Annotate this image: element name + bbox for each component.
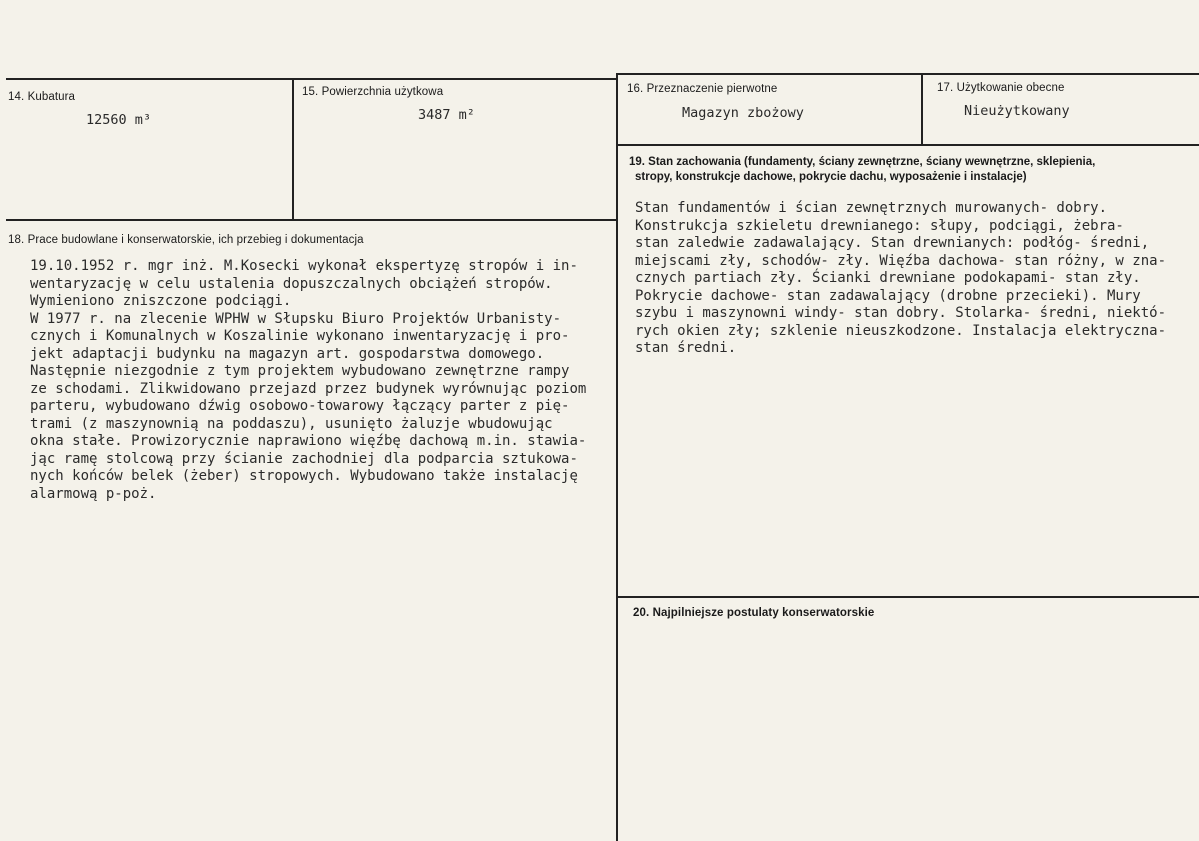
powierzchnia-value: 3487 m²: [418, 107, 475, 123]
stan-label: [629, 155, 1095, 185]
stan-line: Stan fundamentów i ścian zewnętrznych murowanych- dobry.: [635, 200, 1108, 216]
stan-line: stan zaledwie zadawalający. Stan drewnianych: podłóg- średni,: [635, 235, 1150, 251]
top-rule-left: [6, 78, 616, 80]
rule-below-14-15: [6, 219, 617, 221]
divider-main: [616, 73, 618, 841]
prace-line: 19.10.1952 r. mgr inż. M.Kosecki wykonał ekspertyzę stropów i in-: [30, 258, 578, 274]
prace-label: 18. Prace budowlane i konserwatorskie, ich przebieg i dokumentacja: [8, 234, 364, 246]
prace-line: trami (z maszynownią na poddaszu), usunięto żaluzje wbudowując: [30, 415, 553, 432]
divider-16-17: [921, 73, 923, 144]
prace-line: Wymieniono zniszczone podciągi.: [30, 293, 292, 309]
prace-line: okna stałe. Prowizorycznie naprawiono więźbę dachową m.in. stawia-: [30, 433, 587, 449]
prace-line: nych końców belek (żeber) stropowych. Wybudowano także instalację: [30, 468, 578, 484]
stan-line: miejscami zły, schodów- zły. Więźba dachowa- stan różny, w zna-: [635, 252, 1167, 269]
stan-text: [635, 200, 1166, 358]
stan-line: rych okien zły; szklenie nieuszkodzone. Instalacja elektryczna-: [635, 322, 1167, 339]
prace-line: ze schodami. Zlikwidowano przejazd przez budynek wyrównując poziom: [30, 380, 587, 397]
prace-line: jąc ramę stolcową przy ścianie zachodniej dla podparcia sztukowa-: [30, 450, 578, 467]
rule-below-16-17: [617, 144, 1199, 146]
prace-line: cznych i Komunalnych w Koszalinie wykonano inwentaryzację i pro-: [30, 328, 570, 344]
divider-14-15: [292, 79, 294, 220]
stan-line: Konstrukcja szkieletu drewnianego: słupy, podciągi, żebra-: [635, 217, 1124, 234]
prace-line: wentaryzację w celu ustalenia dopuszczalnych obciążeń stropów.: [30, 275, 553, 292]
prace-line: W 1977 r. na zlecenie WPHW w Słupsku Biuro Projektów Urbanisty-: [30, 310, 562, 327]
kubatura-value: 12560 m³: [86, 112, 152, 128]
prace-line: alarmową p-poż.: [30, 485, 157, 502]
uzytkowanie-value: Nieużytkowany: [964, 103, 1070, 119]
stan-line: szybu i maszynowni windy- stan dobry. Stolarka- średni, niektó-: [635, 305, 1167, 321]
stan-line: Pokrycie dachowe- stan zadawalający (drobne przecieki). Mury: [635, 287, 1141, 304]
uzytkowanie-label: 17. Użytkowanie obecne: [937, 82, 1065, 94]
stan-label-line1: 19. Stan zachowania (fundamenty, ściany zewnętrzne, ściany wewnętrzne, sklepienia,: [629, 156, 1096, 168]
rule-below-19: [617, 596, 1199, 598]
prace-line: jekt adaptacji budynku na magazyn art. gospodarstwa domowego.: [30, 345, 545, 362]
postulaty-label: 20. Najpilniejsze postulaty konserwatorskie: [633, 607, 875, 619]
prace-line: parteru, wybudowano dźwig osobowo-towarowy łączący parter z pię-: [30, 398, 570, 414]
prace-line: Następnie niezgodnie z tym projektem wybudowano zewnętrzne rampy: [30, 363, 570, 379]
przeznaczenie-value: Magazyn zbożowy: [682, 105, 804, 121]
kubatura-label: 14. Kubatura: [8, 91, 76, 103]
przeznaczenie-label: 16. Przeznaczenie pierwotne: [627, 83, 778, 95]
top-rule-right: [616, 73, 1199, 75]
stan-label-line2: stropy, konstrukcje dachowe, pokrycie dachu, wyposażenie i instalacje): [635, 171, 1027, 183]
stan-line: stan średni.: [635, 340, 737, 356]
stan-line: cznych partiach zły. Ścianki drewniane podokapami- stan zły.: [635, 270, 1141, 286]
powierzchnia-label: 15. Powierzchnia użytkowa: [302, 86, 444, 98]
prace-text: [30, 258, 586, 503]
